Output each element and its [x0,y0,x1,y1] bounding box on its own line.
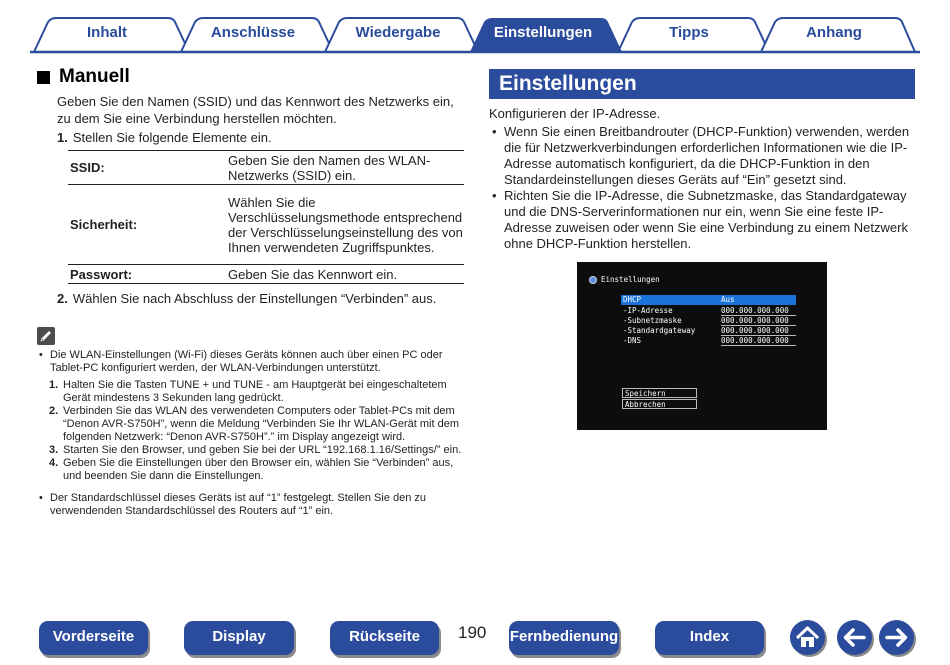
osd-row-value: 000.000.000.000 [721,336,796,346]
osd-row-value: Aus [721,295,735,304]
note-step [37,444,467,457]
table-key: Sicherheit: [70,217,138,232]
osd-title-text: Einstellungen [601,275,660,284]
section-heading: Einstellungen [489,69,915,99]
tab-anhang[interactable]: Anhang [806,24,862,41]
step-2 [57,291,436,307]
osd-row-label: -Subnetzmaske [623,316,682,325]
section-title [37,66,130,88]
osd-screenshot [577,262,827,430]
arrow-left-icon [837,620,872,655]
table-row [68,265,464,284]
note-step [37,457,467,483]
info-bullet: • Richten Sie die IP-Adresse, die Subnetzmaske, das Standardgateway und die DNS-Serverinformationen nur ein, wenn Sie eine feste IP-Adresse zuweisen oder wenn Sie eine Verbindung zu einem Netzwerk ohne DHCP-Funktion herstellen. [489,188,915,252]
table-key: SSID: [70,160,105,175]
intro-text: Geben Sie den Namen (SSID) und das Kennwort des Netzwerks ein, zu dem Sie eine Verbindung herstellen möchten. [57,94,454,126]
note-bullet: • Der Standardschlüssel dieses Geräts ist auf “1” festgelegt. Stellen Sie den zu verwendenden Standardschlüssel des Routers auf “1” ein. [37,492,467,518]
nav-index-button[interactable]: Index [655,621,764,655]
table-value: Wählen Sie die Verschlüsselungsmethode entsprechend der Verschlüsselungseinstellung des von Ihnen verwendeten Zugriffspunktes. [228,194,463,255]
osd-row-value: 000.000.000.000 [721,316,796,326]
note-step [37,405,467,444]
nav-front-button[interactable]: Vorderseite [39,621,148,655]
note-step-number: 3. [49,444,59,456]
info-bullet: • Wenn Sie einen Breitbandrouter (DHCP-Funktion) verwenden, werden die für Netzwerkverbindungen erforderlichen Informationen wie die IP-Adresse automatisch konfiguriert, da die DHCP-Funktion in den Standardeinstellungen dieses Geräts auf “Ein” gesetzt sind. [489,124,915,188]
settings-globe-icon [589,276,597,284]
osd-title [589,275,660,284]
note-step-text: Halten Sie die Tasten TUNE + und TUNE - am Hauptgerät bei eingeschaltetem Gerät mindestens 3 Sekunden lang gedrückt. [63,379,447,404]
table-row [68,185,464,265]
page-number: 190 [458,623,487,642]
tab-anschluesse[interactable]: Anschlüsse [210,24,296,41]
osd-cancel-button[interactable]: Abbrechen [622,399,697,409]
osd-save-button[interactable]: Speichern [622,388,697,398]
table-key: Passwort: [70,266,133,282]
osd-row-subnet[interactable] [621,316,796,326]
osd-row-dhcp[interactable] [621,295,796,305]
step-2-text: Wählen Sie nach Abschluss der Einstellungen “Verbinden” aus. [72,291,437,306]
osd-row-value: 000.000.000.000 [721,306,796,316]
table-value: Geben Sie den Namen des WLAN-Netzwerks (SSID) ein. [228,152,431,183]
note-step-number: 1. [49,379,59,391]
note-step [37,379,467,405]
tab-wiedergabe[interactable]: Wiedergabe [355,24,441,41]
back-button[interactable] [837,620,872,655]
nav-display-button[interactable]: Display [184,621,294,655]
right-text-block [489,106,915,252]
home-icon [790,620,825,655]
section-title-text: Manuell [59,66,130,87]
arrow-right-icon [879,620,914,655]
settings-table [68,150,464,284]
notes-block [37,349,467,518]
lead-text: Konfigurieren der IP-Adresse. [489,106,661,121]
osd-row-label: -IP-Adresse [623,306,673,315]
step-2-number: 2. [57,291,68,306]
forward-button[interactable] [879,620,914,655]
table-value: Geben Sie das Kennwort ein. [228,266,398,282]
pencil-note-icon [37,327,55,345]
step-1-text: Stellen Sie folgende Elemente ein. [72,130,272,145]
osd-row-label: -DNS [623,336,642,345]
note-step-number: 4. [49,457,59,469]
osd-row-label: DHCP [623,295,642,304]
note-steps [37,379,467,483]
osd-row-value: 000.000.000.000 [721,326,796,336]
note-bullet: • Die WLAN-Einstellungen (Wi-Fi) dieses Geräts können auch über einen PC oder Tablet-PC konfiguriert werden, der WLAN-Verbindungen unterstützt. [37,349,467,375]
nav-rear-button[interactable]: Rückseite [330,621,439,655]
osd-row-gateway[interactable] [621,326,796,336]
table-row [68,151,464,185]
home-button[interactable] [790,620,825,655]
tab-bar [0,0,950,56]
square-bullet-icon [37,71,50,84]
tab-inhalt[interactable]: Inhalt [87,24,127,41]
note-step-text: Geben Sie die Einstellungen über den Browser ein, wählen Sie “Verbinden” aus, und beenden Sie dann die Einstellungen. [63,457,454,482]
osd-row-dns[interactable] [621,336,796,346]
tab-einstellungen[interactable]: Einstellungen [493,24,593,41]
osd-row-label: -Standardgateway [623,326,696,335]
tab-tipps[interactable]: Tipps [669,24,709,41]
step-1-number: 1. [57,130,68,145]
note-step-text: Starten Sie den Browser, und geben Sie bei der URL “192.168.1.16/Settings/” ein. [63,444,462,456]
nav-remote-button[interactable]: Fernbedienung [509,621,619,655]
note-step-number: 2. [49,405,59,417]
osd-row-ip[interactable] [621,306,796,316]
note-step-text: Verbinden Sie das WLAN des verwendeten Computers oder Tablet-PCs mit dem “Denon AVR-S750H”, wenn die Meldung “Verbinden Sie Ihr WLAN-Gerät mit dem folgenden Netzwerk: “Denon AVR-S750H”.” im Display angezeigt wird. [63,405,459,443]
step-1 [57,130,272,146]
